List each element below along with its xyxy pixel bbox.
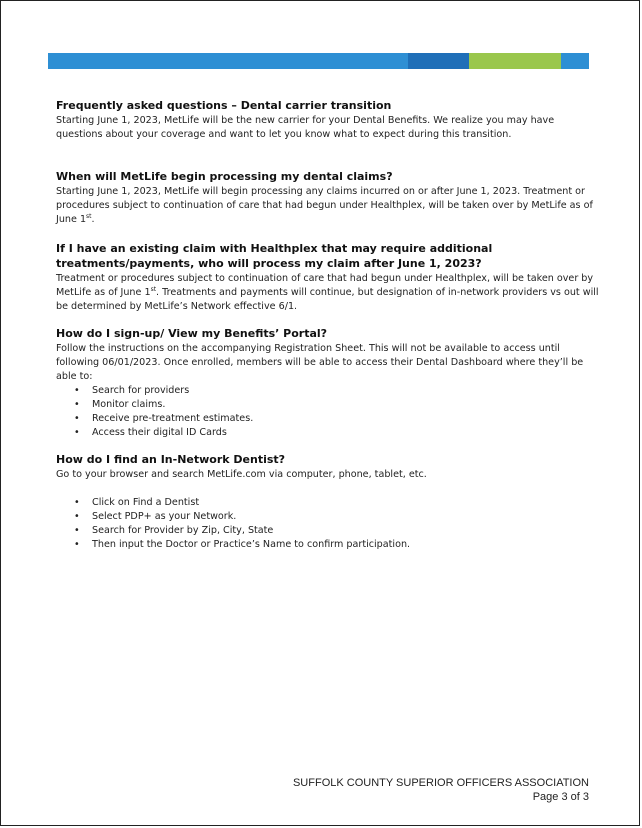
answer-text: Go to your browser and search MetLife.com via computer, phone, tablet, etc. [56,469,427,480]
question-heading: When will MetLife begin processing my dental claims? [56,170,393,183]
dentist-steps-list [56,496,601,552]
list-item: • Search for providers [74,384,601,398]
answer-text: Starting June 1, 2023, MetLife will begin processing any claims incurred on or after June 1, 2023. Treatment or procedures subject to continuation of care that had begun under Healthplex, will be taken over by MetLife as of June 1st. [56,186,593,225]
list-item: • Access their digital ID Cards [74,426,601,440]
question-heading: How do I find an In-Network Dentist? [56,453,286,466]
faq-processing-section [56,169,601,227]
list-item: • Search for Provider by Zip, City, State [74,524,601,538]
page-number: Page 3 of 3 [532,791,589,803]
list-item: • Select PDP+ as your Network. [74,510,601,524]
faq-content [56,98,601,572]
question-heading: If I have an existing claim with Healthplex that may require additional treatments/payments, who will process my claim after June 1, 2023? [56,242,493,270]
header-bar-segment [561,53,589,69]
header-bar-segment [48,53,408,69]
question-heading: How do I sign-up/ View my Benefits’ Portal? [56,327,328,340]
header-bar-segment [469,53,561,69]
faq-intro-text: Starting June 1, 2023, MetLife will be the new carrier for your Dental Benefits. We realize you may have questions about your coverage and want to let you know what to expect during this transition. [56,115,555,140]
footer-organization: SUFFOLK COUNTY SUPERIOR OFFICERS ASSOCIATION [292,777,589,789]
list-item: • Click on Find a Dentist [74,496,601,510]
portal-feature-list [56,384,601,440]
header-bar-segment [408,53,469,69]
list-item: • Receive pre-treatment estimates. [74,412,601,426]
header-color-bar [48,53,589,69]
page-footer [293,776,589,804]
list-item: • Monitor claims. [74,398,601,412]
answer-text: Treatment or procedures subject to continuation of care that had begun under Healthplex, will be taken over by MetLife as of June 1st. Treatments and payments will continue, but designation of in-network providers vs out will be determined by MetLife’s Network effective 6/1. [56,273,599,312]
faq-dentist-section [56,452,601,552]
faq-portal-section [56,326,601,440]
faq-intro-section [56,98,601,142]
faq-title: Frequently asked questions – Dental carrier transition [56,99,392,112]
list-item: • Then input the Doctor or Practice’s Name to confirm participation. [74,538,601,552]
answer-text: Follow the instructions on the accompanying Registration Sheet. This will not be available to access until following 06/01/2023. Once enrolled, members will be able to access their Dental Dashboard where they’ll be able to: [56,343,584,382]
faq-existing-claim-section [56,241,601,314]
